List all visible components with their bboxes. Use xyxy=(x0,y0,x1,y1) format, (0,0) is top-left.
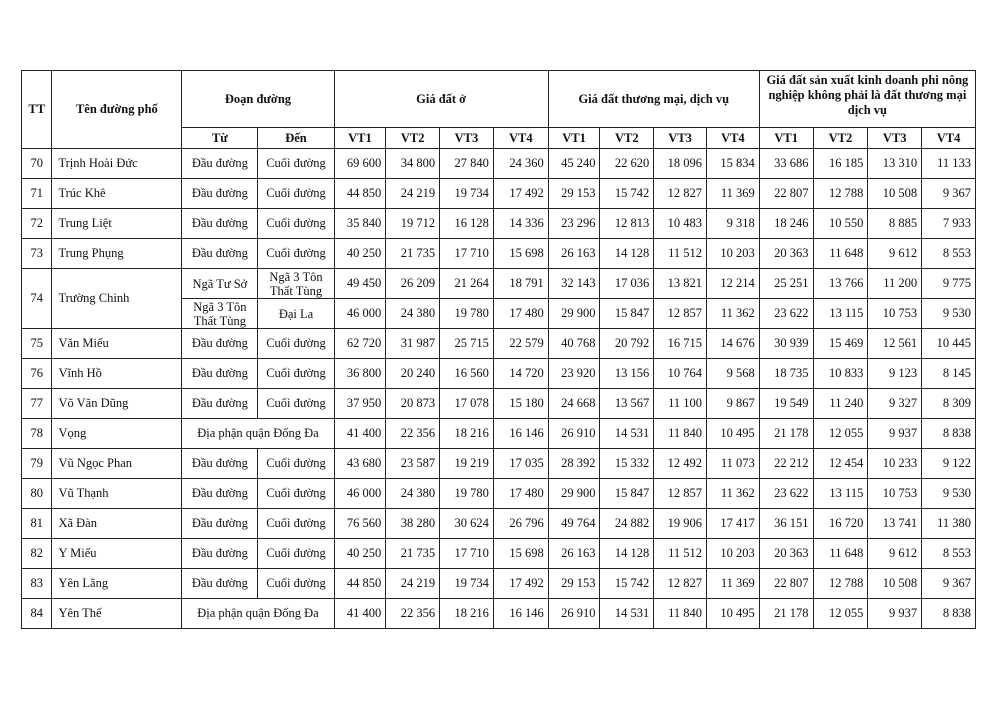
price-cell: 13 741 xyxy=(868,509,922,539)
price-cell: 44 850 xyxy=(334,179,386,209)
price-cell: 21 735 xyxy=(386,539,440,569)
price-cell: 35 840 xyxy=(334,209,386,239)
price-cell: 26 910 xyxy=(548,419,600,449)
street-name: Vĩnh Hồ xyxy=(52,359,182,389)
price-cell: 15 742 xyxy=(600,569,654,599)
price-cell: 12 788 xyxy=(813,179,868,209)
header-vt: VT1 xyxy=(334,128,386,149)
segment-to: Ngã 3 Tôn Thất Tùng xyxy=(258,269,334,299)
price-cell: 9 367 xyxy=(922,569,976,599)
price-cell: 19 734 xyxy=(440,179,494,209)
price-cell: 46 000 xyxy=(334,479,386,509)
price-cell: 32 143 xyxy=(548,269,600,299)
price-cell: 13 115 xyxy=(813,299,868,329)
price-cell: 15 469 xyxy=(813,329,868,359)
price-cell: 9 530 xyxy=(922,479,976,509)
street-name: Y Miếu xyxy=(52,539,182,569)
row-number: 70 xyxy=(22,149,52,179)
price-cell: 18 216 xyxy=(440,419,494,449)
price-cell: 10 508 xyxy=(868,179,922,209)
header-vt: VT2 xyxy=(600,128,654,149)
header-vt: VT3 xyxy=(654,128,707,149)
price-cell: 15 742 xyxy=(600,179,654,209)
header-segment: Đoạn đường xyxy=(182,71,334,128)
price-cell: 23 622 xyxy=(759,299,813,329)
street-name: Vũ Thạnh xyxy=(52,479,182,509)
street-name: Văn Miếu xyxy=(52,329,182,359)
segment-to: Cuối đường xyxy=(258,149,334,179)
price-cell: 17 492 xyxy=(493,569,548,599)
price-cell: 10 495 xyxy=(707,419,760,449)
header-vt: VT3 xyxy=(440,128,494,149)
segment-scope: Địa phận quận Đống Đa xyxy=(182,599,334,629)
row-number: 73 xyxy=(22,239,52,269)
price-cell: 16 720 xyxy=(813,509,868,539)
price-cell: 20 363 xyxy=(759,239,813,269)
price-cell: 14 531 xyxy=(600,599,654,629)
header-vt: VT2 xyxy=(386,128,440,149)
price-cell: 16 560 xyxy=(440,359,494,389)
price-cell: 10 233 xyxy=(868,449,922,479)
price-cell: 19 780 xyxy=(440,299,494,329)
table-row xyxy=(22,389,976,419)
price-cell: 21 178 xyxy=(759,419,813,449)
price-cell: 23 622 xyxy=(759,479,813,509)
price-cell: 29 900 xyxy=(548,479,600,509)
price-cell: 22 620 xyxy=(600,149,654,179)
price-cell: 37 950 xyxy=(334,389,386,419)
price-cell: 44 850 xyxy=(334,569,386,599)
price-cell: 17 710 xyxy=(440,539,494,569)
price-cell: 24 360 xyxy=(493,149,548,179)
price-cell: 22 356 xyxy=(386,419,440,449)
segment-from: Đầu đường xyxy=(182,329,258,359)
price-cell: 11 648 xyxy=(813,539,868,569)
row-number: 80 xyxy=(22,479,52,509)
price-cell: 9 612 xyxy=(868,539,922,569)
price-cell: 18 216 xyxy=(440,599,494,629)
segment-from: Đầu đường xyxy=(182,209,258,239)
price-cell: 8 145 xyxy=(922,359,976,389)
street-name: Võ Văn Dũng xyxy=(52,389,182,419)
price-cell: 40 768 xyxy=(548,329,600,359)
price-cell: 26 209 xyxy=(386,269,440,299)
row-number: 75 xyxy=(22,329,52,359)
price-cell: 11 840 xyxy=(654,419,707,449)
price-cell: 19 712 xyxy=(386,209,440,239)
price-cell: 9 367 xyxy=(922,179,976,209)
price-cell: 9 775 xyxy=(922,269,976,299)
price-cell: 15 847 xyxy=(600,299,654,329)
price-cell: 11 362 xyxy=(707,299,760,329)
price-cell: 24 380 xyxy=(386,479,440,509)
street-name: Yên Lãng xyxy=(52,569,182,599)
table-row xyxy=(22,479,976,509)
price-cell: 11 512 xyxy=(654,239,707,269)
table-body xyxy=(22,149,976,629)
header-tt: TT xyxy=(22,71,52,149)
price-cell: 16 146 xyxy=(493,419,548,449)
price-cell: 7 933 xyxy=(922,209,976,239)
price-cell: 17 078 xyxy=(440,389,494,419)
row-number: 72 xyxy=(22,209,52,239)
price-cell: 8 553 xyxy=(922,539,976,569)
table-row xyxy=(22,449,976,479)
table-row xyxy=(22,269,976,299)
price-cell: 29 900 xyxy=(548,299,600,329)
price-cell: 13 821 xyxy=(654,269,707,299)
price-cell: 13 567 xyxy=(600,389,654,419)
price-cell: 9 937 xyxy=(868,419,922,449)
price-cell: 29 153 xyxy=(548,569,600,599)
price-cell: 9 123 xyxy=(868,359,922,389)
price-cell: 24 668 xyxy=(548,389,600,419)
segment-scope: Địa phận quận Đống Đa xyxy=(182,419,334,449)
price-cell: 20 363 xyxy=(759,539,813,569)
price-cell: 12 827 xyxy=(654,179,707,209)
price-cell: 9 937 xyxy=(868,599,922,629)
price-cell: 49 450 xyxy=(334,269,386,299)
price-cell: 11 200 xyxy=(868,269,922,299)
price-cell: 40 250 xyxy=(334,539,386,569)
price-cell: 11 362 xyxy=(707,479,760,509)
price-cell: 26 796 xyxy=(493,509,548,539)
price-cell: 27 840 xyxy=(440,149,494,179)
price-cell: 41 400 xyxy=(334,599,386,629)
header-from: Từ xyxy=(182,128,258,149)
price-cell: 10 483 xyxy=(654,209,707,239)
segment-from: Đầu đường xyxy=(182,149,258,179)
segment-from: Đầu đường xyxy=(182,179,258,209)
price-cell: 20 792 xyxy=(600,329,654,359)
street-name: Trịnh Hoài Đức xyxy=(52,149,182,179)
price-cell: 15 834 xyxy=(707,149,760,179)
price-cell: 22 807 xyxy=(759,569,813,599)
segment-to: Cuối đường xyxy=(258,569,334,599)
price-cell: 17 036 xyxy=(600,269,654,299)
price-cell: 23 296 xyxy=(548,209,600,239)
price-cell: 10 753 xyxy=(868,479,922,509)
price-cell: 16 715 xyxy=(654,329,707,359)
price-cell: 36 800 xyxy=(334,359,386,389)
price-cell: 10 833 xyxy=(813,359,868,389)
segment-to: Cuối đường xyxy=(258,449,334,479)
price-cell: 11 073 xyxy=(707,449,760,479)
segment-to: Cuối đường xyxy=(258,329,334,359)
price-cell: 23 587 xyxy=(386,449,440,479)
price-cell: 25 251 xyxy=(759,269,813,299)
table-row xyxy=(22,209,976,239)
price-cell: 26 163 xyxy=(548,239,600,269)
header-residential: Giá đất ở xyxy=(334,71,548,128)
row-number: 74 xyxy=(22,269,52,329)
land-price-table xyxy=(21,70,976,629)
price-cell: 14 720 xyxy=(493,359,548,389)
price-cell: 9 568 xyxy=(707,359,760,389)
price-cell: 25 715 xyxy=(440,329,494,359)
price-cell: 26 163 xyxy=(548,539,600,569)
price-cell: 28 392 xyxy=(548,449,600,479)
price-cell: 24 882 xyxy=(600,509,654,539)
price-cell: 33 686 xyxy=(759,149,813,179)
price-cell: 15 847 xyxy=(600,479,654,509)
segment-to: Cuối đường xyxy=(258,509,334,539)
price-cell: 46 000 xyxy=(334,299,386,329)
row-number: 76 xyxy=(22,359,52,389)
street-name: Trường Chinh xyxy=(52,269,182,329)
table-row xyxy=(22,569,976,599)
price-cell: 8 838 xyxy=(922,599,976,629)
row-number: 77 xyxy=(22,389,52,419)
price-cell: 21 178 xyxy=(759,599,813,629)
price-cell: 14 128 xyxy=(600,539,654,569)
price-cell: 15 698 xyxy=(493,239,548,269)
table-row xyxy=(22,329,976,359)
price-cell: 12 561 xyxy=(868,329,922,359)
price-cell: 18 096 xyxy=(654,149,707,179)
header-vt: VT3 xyxy=(868,128,922,149)
price-cell: 69 600 xyxy=(334,149,386,179)
price-cell: 9 530 xyxy=(922,299,976,329)
row-number: 78 xyxy=(22,419,52,449)
table-row xyxy=(22,539,976,569)
table-row xyxy=(22,149,976,179)
price-cell: 23 920 xyxy=(548,359,600,389)
segment-from: Đầu đường xyxy=(182,359,258,389)
segment-from: Đầu đường xyxy=(182,479,258,509)
price-cell: 38 280 xyxy=(386,509,440,539)
price-cell: 18 791 xyxy=(493,269,548,299)
segment-from: Đầu đường xyxy=(182,389,258,419)
price-cell: 13 156 xyxy=(600,359,654,389)
price-cell: 8 553 xyxy=(922,239,976,269)
price-cell: 9 122 xyxy=(922,449,976,479)
header-vt: VT2 xyxy=(813,128,868,149)
segment-from: Đầu đường xyxy=(182,569,258,599)
header-row-1 xyxy=(22,71,976,128)
street-name: Trung Phụng xyxy=(52,239,182,269)
price-cell: 14 128 xyxy=(600,239,654,269)
table-row xyxy=(22,179,976,209)
price-cell: 17 035 xyxy=(493,449,548,479)
segment-to: Đại La xyxy=(258,299,334,329)
street-name: Trung Liệt xyxy=(52,209,182,239)
street-name: Vọng xyxy=(52,419,182,449)
price-cell: 15 698 xyxy=(493,539,548,569)
segment-to: Cuối đường xyxy=(258,239,334,269)
price-cell: 20 873 xyxy=(386,389,440,419)
price-cell: 10 203 xyxy=(707,539,760,569)
price-cell: 11 512 xyxy=(654,539,707,569)
header-street: Tên đường phố xyxy=(52,71,182,149)
price-cell: 10 508 xyxy=(868,569,922,599)
price-cell: 10 495 xyxy=(707,599,760,629)
table-row xyxy=(22,509,976,539)
table-row xyxy=(22,239,976,269)
price-cell: 9 318 xyxy=(707,209,760,239)
segment-to: Cuối đường xyxy=(258,179,334,209)
price-cell: 8 885 xyxy=(868,209,922,239)
price-cell: 11 648 xyxy=(813,239,868,269)
price-cell: 24 380 xyxy=(386,299,440,329)
price-cell: 19 219 xyxy=(440,449,494,479)
price-cell: 43 680 xyxy=(334,449,386,479)
price-cell: 30 939 xyxy=(759,329,813,359)
table-row xyxy=(22,599,976,629)
price-cell: 34 800 xyxy=(386,149,440,179)
segment-to: Cuối đường xyxy=(258,389,334,419)
price-cell: 10 764 xyxy=(654,359,707,389)
price-cell: 22 356 xyxy=(386,599,440,629)
price-cell: 11 100 xyxy=(654,389,707,419)
header-vt: VT4 xyxy=(922,128,976,149)
price-cell: 21 735 xyxy=(386,239,440,269)
segment-to: Cuối đường xyxy=(258,539,334,569)
price-cell: 29 153 xyxy=(548,179,600,209)
price-cell: 76 560 xyxy=(334,509,386,539)
price-cell: 31 987 xyxy=(386,329,440,359)
price-cell: 30 624 xyxy=(440,509,494,539)
price-cell: 19 906 xyxy=(654,509,707,539)
street-name: Yên Thế xyxy=(52,599,182,629)
street-name: Vũ Ngọc Phan xyxy=(52,449,182,479)
document-page xyxy=(21,70,976,629)
price-cell: 26 910 xyxy=(548,599,600,629)
price-cell: 8 838 xyxy=(922,419,976,449)
price-cell: 40 250 xyxy=(334,239,386,269)
table-row xyxy=(22,419,976,449)
price-cell: 11 369 xyxy=(707,179,760,209)
segment-from: Đầu đường xyxy=(182,509,258,539)
price-cell: 16 128 xyxy=(440,209,494,239)
price-cell: 10 753 xyxy=(868,299,922,329)
table-row xyxy=(22,359,976,389)
price-cell: 45 240 xyxy=(548,149,600,179)
street-name: Xã Đàn xyxy=(52,509,182,539)
price-cell: 11 133 xyxy=(922,149,976,179)
segment-to: Cuối đường xyxy=(258,209,334,239)
price-cell: 10 203 xyxy=(707,239,760,269)
price-cell: 12 857 xyxy=(654,299,707,329)
row-number: 84 xyxy=(22,599,52,629)
price-cell: 14 531 xyxy=(600,419,654,449)
price-cell: 17 480 xyxy=(493,299,548,329)
price-cell: 12 857 xyxy=(654,479,707,509)
header-vt: VT4 xyxy=(493,128,548,149)
header-vt: VT4 xyxy=(707,128,760,149)
price-cell: 49 764 xyxy=(548,509,600,539)
segment-from: Ngã 3 Tôn Thất Tùng xyxy=(182,299,258,329)
price-cell: 17 480 xyxy=(493,479,548,509)
segment-from: Ngã Tư Sở xyxy=(182,269,258,299)
row-number: 71 xyxy=(22,179,52,209)
price-cell: 15 332 xyxy=(600,449,654,479)
price-cell: 62 720 xyxy=(334,329,386,359)
header-vt: VT1 xyxy=(548,128,600,149)
price-cell: 11 840 xyxy=(654,599,707,629)
price-cell: 24 219 xyxy=(386,569,440,599)
price-cell: 21 264 xyxy=(440,269,494,299)
price-cell: 19 734 xyxy=(440,569,494,599)
price-cell: 18 735 xyxy=(759,359,813,389)
price-cell: 13 310 xyxy=(868,149,922,179)
price-cell: 10 550 xyxy=(813,209,868,239)
price-cell: 22 212 xyxy=(759,449,813,479)
row-number: 82 xyxy=(22,539,52,569)
header-to: Đến xyxy=(258,128,334,149)
price-cell: 16 185 xyxy=(813,149,868,179)
price-cell: 12 788 xyxy=(813,569,868,599)
row-number: 81 xyxy=(22,509,52,539)
price-cell: 13 766 xyxy=(813,269,868,299)
price-cell: 19 549 xyxy=(759,389,813,419)
price-cell: 12 827 xyxy=(654,569,707,599)
price-cell: 12 492 xyxy=(654,449,707,479)
price-cell: 19 780 xyxy=(440,479,494,509)
price-cell: 13 115 xyxy=(813,479,868,509)
price-cell: 15 180 xyxy=(493,389,548,419)
street-name: Trúc Khê xyxy=(52,179,182,209)
price-cell: 14 336 xyxy=(493,209,548,239)
segment-from: Đầu đường xyxy=(182,449,258,479)
price-cell: 9 867 xyxy=(707,389,760,419)
segment-to: Cuối đường xyxy=(258,479,334,509)
header-production: Giá đất sản xuất kinh doanh phi nông nghiệp không phải là đất thương mại dịch vụ xyxy=(759,71,975,128)
price-cell: 11 380 xyxy=(922,509,976,539)
segment-from: Đầu đường xyxy=(182,239,258,269)
price-cell: 22 579 xyxy=(493,329,548,359)
price-cell: 12 055 xyxy=(813,599,868,629)
price-cell: 11 369 xyxy=(707,569,760,599)
header-commercial: Giá đất thương mại, dịch vụ xyxy=(548,71,759,128)
price-cell: 14 676 xyxy=(707,329,760,359)
price-cell: 8 309 xyxy=(922,389,976,419)
price-cell: 12 813 xyxy=(600,209,654,239)
price-cell: 9 327 xyxy=(868,389,922,419)
price-cell: 17 710 xyxy=(440,239,494,269)
price-cell: 22 807 xyxy=(759,179,813,209)
price-cell: 12 055 xyxy=(813,419,868,449)
row-number: 83 xyxy=(22,569,52,599)
price-cell: 24 219 xyxy=(386,179,440,209)
segment-from: Đầu đường xyxy=(182,539,258,569)
price-cell: 9 612 xyxy=(868,239,922,269)
header-vt: VT1 xyxy=(759,128,813,149)
price-cell: 41 400 xyxy=(334,419,386,449)
price-cell: 18 246 xyxy=(759,209,813,239)
price-cell: 11 240 xyxy=(813,389,868,419)
price-cell: 20 240 xyxy=(386,359,440,389)
price-cell: 36 151 xyxy=(759,509,813,539)
price-cell: 12 454 xyxy=(813,449,868,479)
price-cell: 10 445 xyxy=(922,329,976,359)
price-cell: 17 417 xyxy=(707,509,760,539)
price-cell: 16 146 xyxy=(493,599,548,629)
row-number: 79 xyxy=(22,449,52,479)
price-cell: 12 214 xyxy=(707,269,760,299)
segment-to: Cuối đường xyxy=(258,359,334,389)
price-cell: 17 492 xyxy=(493,179,548,209)
